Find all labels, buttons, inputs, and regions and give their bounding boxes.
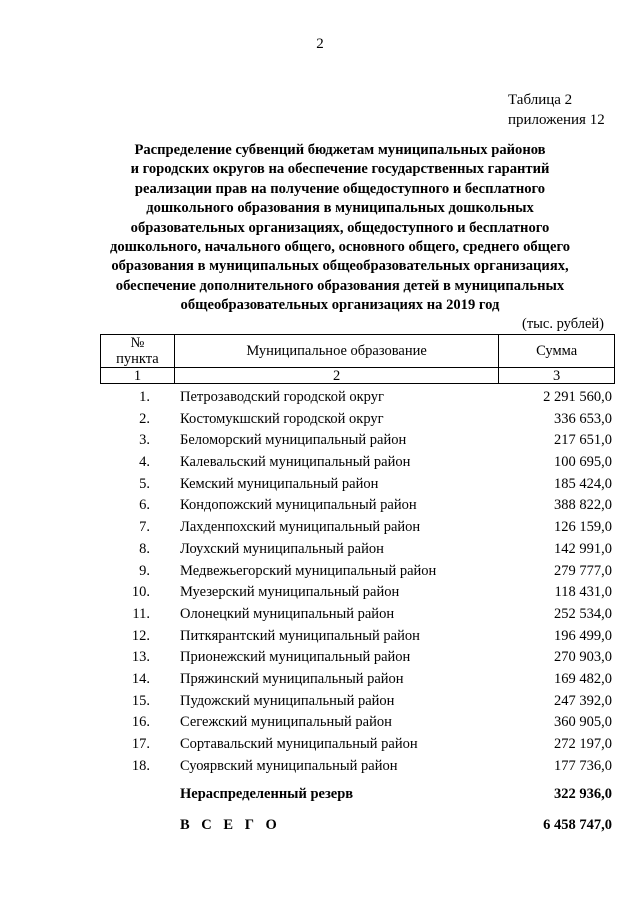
- row-amount: 126 159,0: [554, 519, 612, 536]
- table-row: [100, 454, 615, 476]
- title-line: и городских округов на обеспечение государственных гарантий: [130, 161, 550, 178]
- table-row: [100, 606, 615, 628]
- row-amount: 247 392,0: [554, 692, 612, 709]
- row-amount: 217 651,0: [554, 432, 612, 449]
- row-municipality: Петрозаводский городской округ: [180, 389, 384, 405]
- table-row: [100, 476, 615, 498]
- table-row: [100, 649, 615, 671]
- table-row: [100, 497, 615, 519]
- row-municipality: Калевальский муниципальный район: [180, 454, 411, 471]
- header-sum: Сумма: [499, 335, 615, 368]
- row-number: 5.: [139, 475, 150, 492]
- row-number: 11.: [132, 605, 150, 622]
- title-line: реализации прав на получение общедоступного и бесплатного: [134, 180, 546, 197]
- title-line: образовательных организациях, общедоступного и бесплатного: [130, 219, 550, 236]
- table-ref-line2: приложения 12: [508, 112, 605, 128]
- row-municipality: Прионежский муниципальный район: [180, 649, 411, 666]
- header-number-symbol: №: [130, 335, 145, 351]
- row-municipality: Суоярвский муниципальный район: [180, 757, 398, 774]
- header-number: [101, 335, 175, 368]
- column-index-1: 1: [101, 368, 175, 384]
- row-amount: 336 653,0: [554, 410, 612, 427]
- row-municipality: Сегежский муниципальный район: [180, 714, 392, 731]
- table-row: [100, 584, 615, 606]
- row-municipality: Лахденпохский муниципальный район: [180, 519, 421, 536]
- row-number: 4.: [139, 454, 150, 471]
- row-number: 3.: [139, 432, 150, 449]
- table-row: [100, 519, 615, 541]
- row-amount: 270 903,0: [554, 649, 612, 666]
- row-municipality: Костомукшский городской округ: [180, 410, 384, 427]
- row-municipality: Беломорский муниципальный район: [180, 432, 407, 449]
- table-reference: [508, 90, 605, 130]
- table-row: [100, 563, 615, 585]
- table-row: [100, 758, 615, 780]
- row-amount: 272 197,0: [554, 736, 612, 752]
- header-number-label: пункта: [116, 351, 159, 367]
- row-amount: 388 822,0: [554, 497, 612, 514]
- row-number: 2.: [139, 410, 150, 427]
- row-amount: 279 777,0: [554, 562, 612, 579]
- table-header: [100, 334, 615, 384]
- row-amount: 177 736,0: [554, 757, 612, 774]
- row-municipality: Лоухский муниципальный район: [180, 540, 384, 557]
- row-number: 14.: [131, 670, 150, 687]
- header-municipality: Муниципальное образование: [174, 335, 498, 368]
- row-municipality: Пудожский муниципальный район: [180, 692, 395, 709]
- row-amount: 2 291 560,0: [543, 389, 612, 405]
- row-number: 15.: [131, 692, 150, 709]
- table-row: [100, 714, 615, 736]
- title-line: дошкольного образования в муниципальных дошкольных: [146, 200, 534, 217]
- title-line: обеспечение дополнительного образования детей в муниципальных: [115, 277, 565, 294]
- table-row: [100, 671, 615, 693]
- row-amount: 118 431,0: [554, 584, 612, 601]
- row-municipality: Пряжинский муниципальный район: [180, 670, 404, 687]
- row-amount: 100 695,0: [554, 454, 612, 471]
- row-amount: 252 534,0: [554, 605, 612, 622]
- reserve-label: Нераспределенный резерв: [180, 786, 354, 802]
- row-number: 10.: [131, 584, 150, 601]
- row-amount: 169 482,0: [554, 670, 612, 687]
- title-line: Распределение субвенций бюджетам муниципальных районов: [134, 142, 546, 158]
- page-number: 2: [316, 36, 324, 52]
- units-label: (тыс. рублей): [522, 316, 604, 332]
- row-municipality: Медвежьегорский муниципальный район: [180, 562, 437, 579]
- row-municipality: Питкярантский муниципальный район: [180, 627, 420, 644]
- title-line: общеобразовательных организациях на 2019 год: [180, 297, 500, 314]
- table-row: [100, 389, 615, 411]
- row-amount: 196 499,0: [554, 627, 612, 644]
- table-ref-line1: Таблица 2: [508, 92, 573, 108]
- document-title: [100, 141, 580, 316]
- row-municipality: Олонецкий муниципальный район: [180, 605, 395, 622]
- row-amount: 360 905,0: [554, 714, 612, 731]
- row-number: 1.: [139, 389, 150, 405]
- row-amount: 142 991,0: [554, 540, 612, 557]
- row-number: 8.: [139, 540, 150, 557]
- column-index-3: 3: [499, 368, 615, 384]
- total-amount: 6 458 747,0: [543, 817, 612, 833]
- row-municipality: Кондопожский муниципальный район: [180, 497, 417, 514]
- table-row: [100, 541, 615, 563]
- row-number: 17.: [131, 736, 150, 752]
- table-row: [100, 693, 615, 715]
- title-line: дошкольного, начального общего, основного общего, среднего общего: [109, 239, 571, 256]
- row-number: 12.: [131, 627, 150, 644]
- reserve-amount: 322 936,0: [554, 786, 612, 802]
- table-row: [100, 432, 615, 454]
- row-municipality: Муезерский муниципальный район: [180, 584, 400, 601]
- row-number: 13.: [131, 649, 150, 666]
- row-municipality: Кемский муниципальный район: [180, 475, 379, 492]
- total-label: В С Е Г О: [180, 817, 281, 833]
- table-row: [100, 628, 615, 650]
- row-number: 16.: [131, 714, 150, 731]
- row-municipality: Сортавальский муниципальный район: [180, 736, 418, 752]
- row-number: 7.: [139, 519, 150, 536]
- table-body: [100, 389, 615, 779]
- row-amount: 185 424,0: [554, 475, 612, 492]
- title-line: образования в муниципальных общеобразовательных организациях,: [111, 258, 569, 275]
- column-index-2: 2: [174, 368, 498, 384]
- table-row: [100, 736, 615, 758]
- row-number: 6.: [139, 497, 150, 514]
- row-number: 9.: [139, 562, 150, 579]
- row-number: 18.: [131, 757, 150, 774]
- table-row: [100, 411, 615, 433]
